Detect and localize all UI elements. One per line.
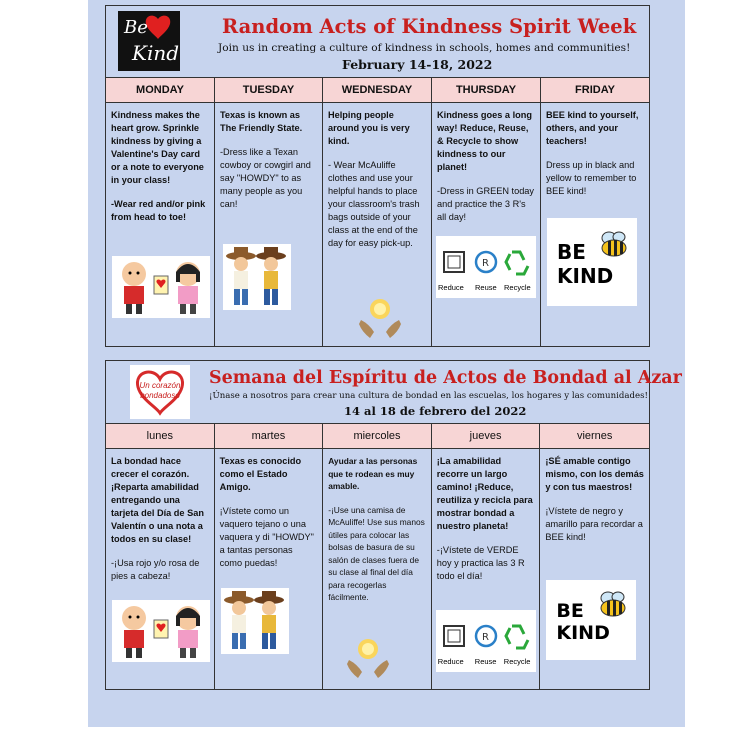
logo-word-be: Be	[124, 17, 148, 38]
bee-word-kind: KIND	[556, 622, 610, 644]
jueves-column	[432, 424, 541, 690]
day-dress-text: ¡Vístete de negro y amarillo para recordar a BEE kind!	[545, 506, 643, 542]
tuesday-column	[215, 78, 323, 347]
recycle-label: Recycle	[504, 283, 531, 292]
spanish-schedule-table	[106, 423, 649, 690]
svg-text:R: R	[482, 258, 489, 269]
spanish-date: 14 al 18 de febrero del 2022	[344, 404, 527, 418]
cowboy-kids-image	[221, 588, 289, 654]
reduce-reuse-recycle-image	[436, 610, 536, 672]
day-main-text: ¡La amabilidad recorre un largo camino! ¡Reduce, reutiliza y recicla para mostrar bondad a nuestro planeta!	[436, 456, 533, 531]
bee-word-be: BE	[556, 600, 584, 622]
valentine-kids-image	[112, 256, 210, 318]
day-header: TUESDAY	[215, 78, 322, 103]
day-header: jueves	[432, 424, 540, 449]
day-dress-text: -¡Use una camisa de McAuliffe! Use sus manos útiles para colocar las bolsas de basura de su salón de clases fuera de su clase al final del día para recogerlas fácilmente.	[328, 504, 425, 602]
day-dress-text: -Dress like a Texan cowboy or cowgirl and say "HOWDY" to as many people as you can!	[220, 147, 311, 209]
day-main-text: Texas es conocido como el Estado Amigo.	[219, 456, 302, 492]
day-header: THURSDAY	[432, 78, 540, 103]
helping-hands-image	[345, 634, 391, 680]
schedule-table	[106, 77, 649, 347]
day-header: miercoles	[323, 424, 431, 449]
miercoles-column	[323, 424, 432, 690]
spanish-title: Semana del Espíritu de Actos de Bondad al Azar	[209, 368, 682, 388]
valentine-kids-image	[112, 600, 210, 662]
heart-logo-text: Un corazón bondadoso	[139, 381, 181, 400]
reduce-reuse-recycle-image	[436, 236, 536, 298]
reduce-label: Reduce	[438, 283, 464, 292]
day-header: martes	[215, 424, 323, 449]
martes-column	[215, 424, 324, 690]
event-date: February 14-18, 2022	[342, 57, 493, 72]
logo-word-kind: Kind	[132, 41, 180, 65]
english-panel	[105, 5, 650, 347]
page-subtitle: Join us in creating a culture of kindness in schools, homes and communities!	[218, 42, 631, 54]
bee-kind-image	[546, 580, 636, 660]
day-main-text: Kindness makes the heart grow. Sprinkle kindness by giving a Valentine's Day card or a note to everyone in your class!	[111, 110, 204, 185]
day-dress-text: - Wear McAuliffe clothes and use your helpful hands to place your classroom's trash bags outside of your class at the end of the day for easy pick-up.	[328, 160, 420, 248]
heart-logo	[130, 365, 190, 419]
day-header: MONDAY	[106, 78, 214, 103]
day-main-text: Helping people around you is very kind.	[328, 110, 410, 146]
spanish-subtitle: ¡Únase a nosotros para crear una cultura de bondad en las escuelas, los hogares y las comunidades!	[209, 391, 648, 401]
wednesday-column	[323, 78, 432, 347]
day-main-text: BEE kind to yourself, others, and your teachers!	[546, 110, 639, 146]
friday-column	[541, 78, 649, 347]
thursday-column	[432, 78, 541, 347]
day-main-text: ¡SÉ amable contigo mismo, con los demás y con tus maestros!	[545, 456, 644, 492]
bee-word-kind: KIND	[557, 264, 614, 288]
day-dress-text: Dress up in black and yellow to remember to BEE kind!	[546, 160, 637, 196]
spanish-panel	[105, 360, 682, 690]
day-header: lunes	[106, 424, 214, 449]
day-header: FRIDAY	[541, 78, 649, 103]
cowboy-kids-image	[223, 244, 291, 310]
day-dress-text: -¡Vístete de VERDE hoy y practica las 3 R todo el día!	[436, 545, 525, 581]
be-kind-logo	[118, 11, 180, 71]
day-header: WEDNESDAY	[323, 78, 431, 103]
recycle-label: Recycle	[503, 657, 531, 666]
lunes-column	[106, 424, 215, 690]
bee-word-be: BE	[557, 240, 586, 264]
day-main-text: Ayudar a las personas que te rodean es muy amable.	[328, 456, 418, 491]
day-dress-text: -¡Usa rojo y/o rosa de pies a cabeza!	[111, 558, 200, 581]
day-dress-text: -Wear red and/or pink from head to toe!	[111, 199, 206, 222]
day-dress-text: -Dress in GREEN today and practice the 3 R's all day!	[437, 186, 535, 222]
svg-text:R: R	[481, 632, 489, 643]
day-header: viernes	[540, 424, 649, 449]
bee-icon	[597, 230, 631, 260]
reduce-label: Reduce	[437, 657, 464, 666]
reuse-label: Reuse	[474, 657, 497, 666]
bee-icon	[596, 590, 630, 620]
viernes-column	[540, 424, 649, 690]
day-main-text: La bondad hace crecer el corazón. ¡Reparta amabilidad entregando una tarjeta del Día de San Valentín o una nota a todos en su clase!	[111, 456, 204, 544]
helping-hands-image	[357, 294, 403, 340]
bee-kind-image	[547, 218, 637, 306]
day-main-text: Kindness goes a long way! Reduce, Reuse, & Recycle to show kindness to our planet!	[437, 110, 532, 172]
reuse-label: Reuse	[475, 283, 497, 292]
monday-column	[106, 78, 215, 347]
day-main-text: Texas is known as The Friendly State.	[220, 110, 303, 133]
day-dress-text: ¡Vístete como un vaquero tejano o una vaquera y di "HOWDY" a tantas personas como puedas!	[219, 506, 314, 568]
page-title: Random Acts of Kindness Spirit Week	[222, 15, 637, 38]
